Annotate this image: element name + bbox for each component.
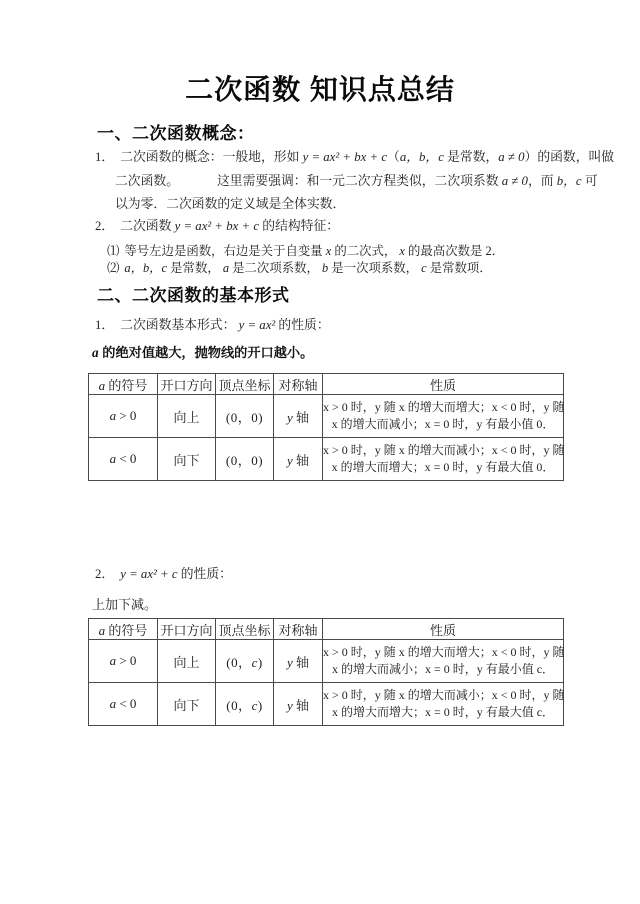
text-run: (0， bbox=[226, 697, 252, 713]
text-run: 轴 bbox=[292, 654, 310, 670]
cell-properties bbox=[323, 395, 564, 438]
cell-direction: 向上 bbox=[158, 640, 216, 683]
basic-form-table-2 bbox=[88, 618, 564, 726]
text-run: 是二次项系数， bbox=[232, 260, 319, 275]
text-run: 轴 bbox=[292, 409, 310, 425]
paragraph-line bbox=[95, 146, 614, 170]
col-header-axis: 对称轴 bbox=[274, 619, 323, 640]
text-run: 等号左边是函数，右边是关于自变量 bbox=[124, 244, 323, 258]
table-row bbox=[89, 640, 564, 683]
table-header-row bbox=[89, 374, 564, 395]
cell-sign bbox=[89, 640, 158, 683]
math-run: a bbox=[109, 408, 117, 423]
cell-vertex bbox=[216, 683, 274, 726]
cell-direction: 向下 bbox=[158, 683, 216, 726]
cell-vertex bbox=[216, 640, 274, 683]
col-header-vertex: 顶点坐标 bbox=[216, 619, 274, 640]
text-run: 轴 bbox=[292, 697, 310, 713]
property-line: x 的增大而增大；x = 0 时，y 有最大值 0． bbox=[331, 460, 555, 474]
col-header-properties: 性质 bbox=[323, 619, 564, 640]
cell-direction: 向上 bbox=[158, 395, 216, 438]
text-run: (0， bbox=[225, 452, 252, 468]
cell-properties bbox=[323, 683, 564, 726]
math-run: a，b，c bbox=[124, 260, 168, 275]
math-run: c bbox=[251, 697, 258, 713]
text-run: 的符号 bbox=[108, 377, 148, 393]
text-run: 以为零．二次函数的定义域是全体实数． bbox=[115, 197, 346, 211]
text-run: 的绝对值越大，抛物线的开口越小。 bbox=[102, 345, 314, 360]
text-run: ) bbox=[257, 654, 263, 670]
item-number: 2． bbox=[95, 567, 115, 581]
text-run: 的最高次数是 2． bbox=[408, 244, 505, 258]
text-run: 是一次项系数， bbox=[331, 260, 419, 275]
item-number: 1． bbox=[95, 150, 115, 164]
math-run: b，c bbox=[556, 173, 582, 188]
property-line: x 的增大而减小；x = 0 时，y 有最小值 c． bbox=[331, 662, 555, 676]
table-row bbox=[89, 438, 564, 481]
math-run: y bbox=[286, 409, 293, 425]
text-run: 的性质： bbox=[180, 567, 232, 581]
text-run: ，而 bbox=[527, 173, 554, 188]
cell-axis bbox=[274, 438, 323, 481]
basic-form-item1 bbox=[95, 316, 330, 335]
paragraph-line bbox=[95, 170, 614, 194]
text-run: > 0 bbox=[116, 408, 137, 423]
text-run: 轴 bbox=[292, 452, 310, 468]
math-run: c bbox=[421, 260, 427, 275]
math-run: a ≠ 0 bbox=[501, 173, 528, 188]
cell-vertex bbox=[216, 438, 274, 481]
math-run: a bbox=[98, 622, 106, 638]
text-run: 可 bbox=[584, 173, 598, 188]
opening-note bbox=[92, 342, 313, 361]
text-run: 二次函数 bbox=[120, 219, 172, 233]
property-line: x > 0 时，y 随 x 的增大而增大；x < 0 时，y 随 bbox=[323, 645, 565, 659]
math-run: y bbox=[286, 697, 293, 713]
text-run: 的二次式， bbox=[334, 244, 397, 258]
formula-y-ax2-c: y = ax² + c bbox=[120, 567, 178, 581]
text-run: 二次函数基本形式： bbox=[120, 318, 236, 332]
math-run: a，b，c bbox=[399, 150, 444, 164]
table-header-row bbox=[89, 619, 564, 640]
subitem-1 bbox=[107, 243, 504, 260]
cell-vertex bbox=[216, 395, 274, 438]
text-run: ）的函数，叫做 bbox=[524, 150, 615, 164]
property-line: x > 0 时，y 随 x 的增大而减小；x < 0 时，y 随 bbox=[323, 688, 565, 702]
cell-sign bbox=[89, 438, 158, 481]
math-run: y bbox=[286, 452, 293, 468]
math-run: a bbox=[222, 260, 230, 275]
cell-axis bbox=[274, 640, 323, 683]
math-run: y bbox=[286, 654, 293, 670]
text-run: 的符号 bbox=[108, 622, 148, 638]
structure-paragraph bbox=[95, 215, 339, 238]
cell-sign bbox=[89, 683, 158, 726]
concept-paragraph bbox=[95, 146, 614, 217]
shift-note: 上加下减。 bbox=[92, 597, 158, 612]
cell-sign bbox=[89, 395, 158, 438]
formula-quadratic: y = ax² + bx + c bbox=[302, 150, 388, 164]
math-run: c bbox=[251, 654, 258, 670]
property-line: x 的增大而增大；x = 0 时，y 有最大值 c． bbox=[331, 705, 555, 719]
text-run: 二次函数的概念：一般地，形如 bbox=[120, 150, 300, 164]
text-run: 的性质： bbox=[278, 318, 330, 332]
section1-heading: 一、二次函数概念： bbox=[97, 124, 255, 143]
cell-axis bbox=[274, 683, 323, 726]
math-run: x bbox=[399, 244, 405, 258]
item-number: 2． bbox=[95, 219, 115, 233]
text-run: 是常数， bbox=[443, 150, 499, 164]
col-header-direction: 开口方向 bbox=[158, 619, 216, 640]
text-run: 0 bbox=[251, 409, 259, 425]
subitem-2 bbox=[107, 260, 504, 277]
text-run: (0， bbox=[225, 409, 252, 425]
col-header-properties: 性质 bbox=[323, 374, 564, 395]
subitem-mark: ⑴ bbox=[107, 244, 120, 258]
basic-form-item2 bbox=[95, 565, 232, 584]
cell-direction: 向下 bbox=[158, 438, 216, 481]
text-run: 这里需要强调：和一元二次方程类似，二次项系数 bbox=[216, 173, 499, 188]
item-number: 1． bbox=[95, 318, 115, 332]
text-run: 是常数， bbox=[167, 260, 220, 275]
property-line: x 的增大而减小；x = 0 时，y 有最小值 0． bbox=[331, 417, 555, 431]
text-run: ) bbox=[258, 452, 264, 468]
math-run: b bbox=[322, 260, 329, 275]
basic-form-table-1 bbox=[88, 373, 564, 481]
math-run: a ≠ 0 bbox=[498, 150, 525, 164]
structure-subitems bbox=[107, 243, 504, 276]
math-run: a bbox=[109, 653, 117, 668]
col-header-sign bbox=[89, 619, 158, 640]
col-header-sign bbox=[89, 374, 158, 395]
math-run: a bbox=[109, 451, 117, 466]
col-header-direction: 开口方向 bbox=[158, 374, 216, 395]
table-row bbox=[89, 395, 564, 438]
text-run: ) bbox=[258, 409, 264, 425]
math-run: a bbox=[109, 696, 117, 711]
formula-quadratic: y = ax² + bx + c bbox=[174, 219, 260, 233]
text-run: （ bbox=[387, 150, 400, 164]
text-run: 是常数项． bbox=[429, 260, 492, 275]
cell-axis bbox=[274, 395, 323, 438]
subitem-mark: ⑵ bbox=[107, 260, 120, 275]
text-run: 二次函数。 bbox=[115, 173, 179, 188]
text-run: 的结构特征： bbox=[262, 219, 340, 233]
col-header-axis: 对称轴 bbox=[274, 374, 323, 395]
col-header-vertex: 顶点坐标 bbox=[216, 374, 274, 395]
property-line: x > 0 时，y 随 x 的增大而增大；x < 0 时，y 随 bbox=[323, 400, 565, 414]
math-run: a bbox=[92, 345, 99, 360]
paragraph-line bbox=[95, 193, 614, 217]
text-run: < 0 bbox=[116, 696, 137, 711]
cell-properties bbox=[323, 438, 564, 481]
property-line: x > 0 时，y 随 x 的增大而减小；x < 0 时，y 随 bbox=[323, 443, 565, 457]
math-run: a bbox=[98, 377, 106, 393]
section2-heading: 二、二次函数的基本形式 bbox=[97, 286, 290, 305]
table-row bbox=[89, 683, 564, 726]
text-run: ) bbox=[257, 697, 263, 713]
cell-properties bbox=[323, 640, 564, 683]
text-run: > 0 bbox=[116, 653, 137, 668]
document-title: 二次函数 知识点总结 bbox=[185, 74, 455, 105]
text-run: < 0 bbox=[116, 451, 137, 466]
math-run: x bbox=[325, 244, 332, 258]
formula-y-ax2: y = ax² bbox=[238, 318, 276, 332]
text-run: 0 bbox=[251, 452, 259, 468]
text-run: (0， bbox=[226, 654, 252, 670]
